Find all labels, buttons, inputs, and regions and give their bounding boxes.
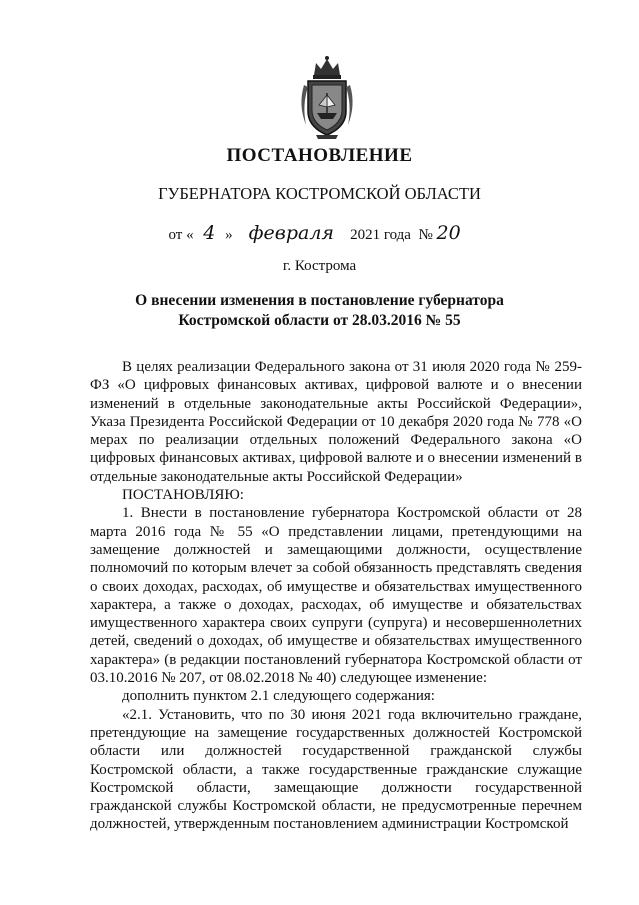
date-day: 4 [203,222,216,244]
coat-of-arms-icon [296,55,358,141]
date-month: февраля [248,222,334,244]
city: г. Кострома [282,258,357,274]
document-number: 20 [436,222,461,244]
paragraph-decree: ПОСТАНОВЛЯЮ: [122,487,244,504]
date-separator: » [225,227,233,243]
paragraph-supplement: дополнить пунктом 2.1 следующего содержания: [122,688,435,705]
date-year: 2021 года [350,227,411,243]
number-prefix: № [418,227,433,243]
document-body [90,358,582,834]
paragraph-item-1: 1. Внести в постановление губернатора Костромской области от 28 марта 2016 года № 55 «О представлении лицами, претендующими на замещение должностей и замещающими должности, осуществление полномочий по которым влечет за собой обязанность представлять сведения о своих доходах, расходах, об имуществе и обязательствах имущественного характера, а также о доходах, расходах, об имуществе и обязательствах имущественного характера своих супруги (супруга) и несовершеннолетних детей, сведений о доходах, об имуществе и обязательствах имущественного характера» (в редакции постановлений губернатора Костромской области от 03.10.2016 № 207, от 08.02.2018 № 40) следующее изменение: [90,505,582,687]
issuing-authority: ГУБЕРНАТОРА КОСТРОМСКОЙ ОБЛАСТИ [158,184,481,203]
paragraph-item-2-1: «2.1. Установить, что по 30 июня 2021 года включительно граждане, претендующие на замещение государственных должностей Костромской области или должностей государственной гражданской службы Костромской области, а также государственные гражданские служащие Костромской области, замещающие должности государственной гражданской службы Костромской области, не предусмотренные перечнем должностей, утвержденным постановлением администрации Костромской [90,706,582,833]
document-title: ПОСТАНОВЛЕНИЕ [226,145,413,166]
date-prefix: от « [168,227,194,243]
heading-line-2: Костромской области от 28.03.2016 № 55 [178,312,461,329]
paragraph-preamble: В целях реализации Федерального закона от 31 июля 2020 года № 259-ФЗ «О цифровых финансовых активах, цифровой валюте и о внесении изменений в отдельные законодательные акты Российской Федерации», Указа Президента Российской Федерации от 10 декабря 2020 года № 778 «О мерах по реализации отдельных положений Федерального закона «О цифровых финансовых активах, цифровой валюте и о внесении изменений в отдельные законодательные акты Российской Федерации» [90,359,582,485]
heading-line-1: О внесении изменения в постановление губернатора [135,292,504,309]
date-line [0,222,639,244]
